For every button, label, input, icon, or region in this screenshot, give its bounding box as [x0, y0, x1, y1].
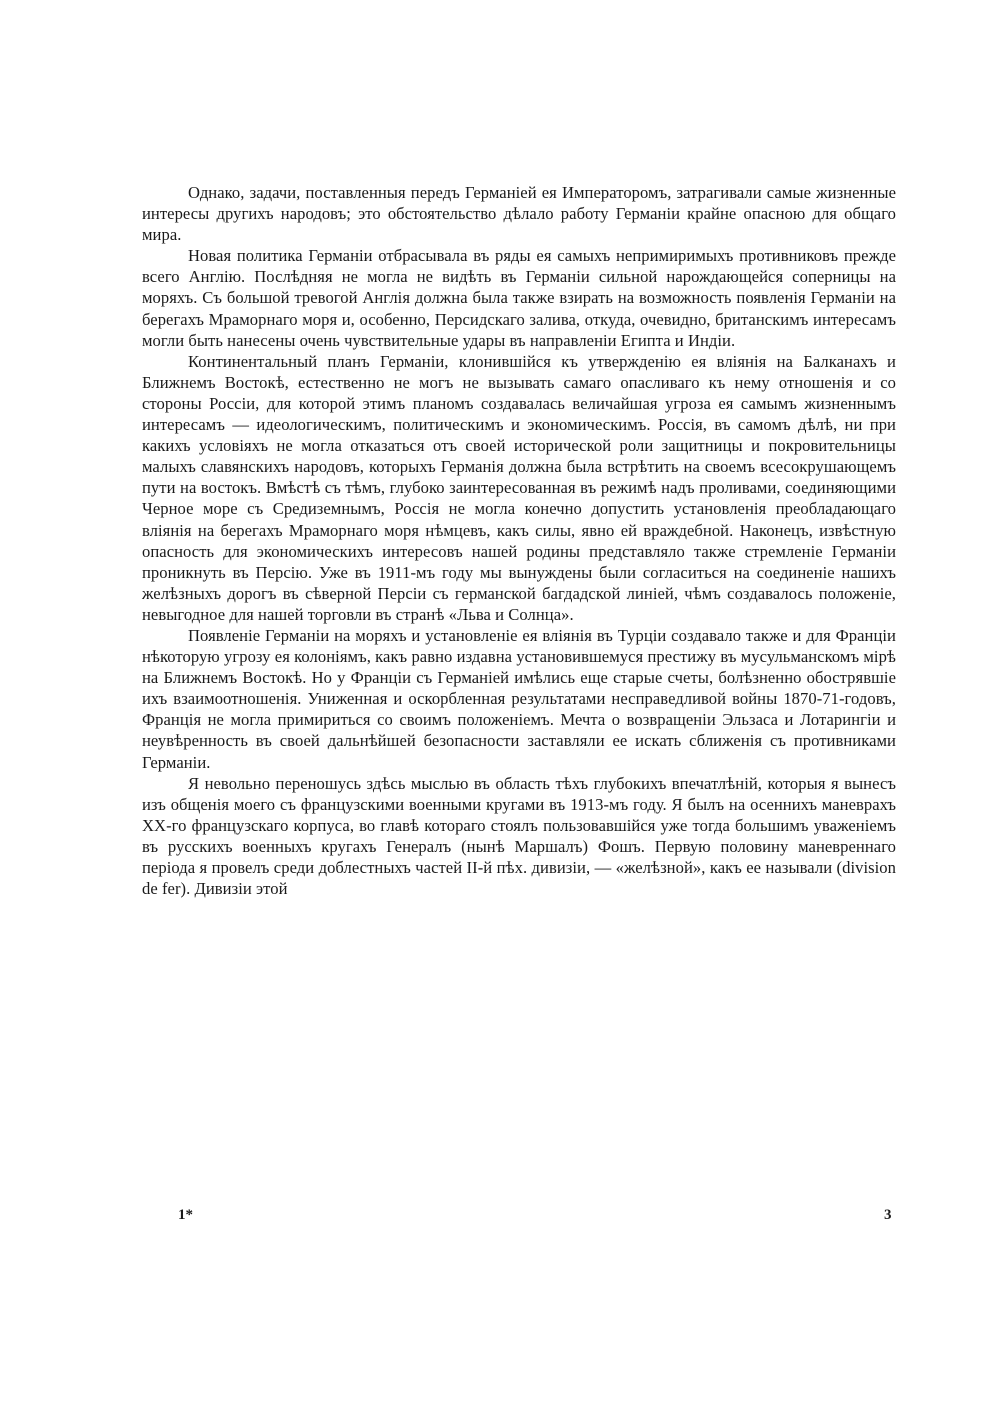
paragraph: Континентальный планъ Германіи, клонившійся къ утвержденію ея вліянія на Балканахъ и Ближнемъ Востокѣ, естественно не могъ не вызывать самаго опасливаго къ нему отношенія и со стороны Россіи, для которой этимъ планомъ создавалась величайшая угроза ея самымъ жизненнымъ интересамъ — идеологическимъ, политическимъ и экономическимъ. Россія, въ самомъ дѣлѣ, ни при какихъ условіяхъ не могла отказаться отъ своей исторической роли защитницы и покровительницы малыхъ славянскихъ народовъ, которыхъ Германія должна была встрѣтить на своемъ всесокрушающемъ пути на востокъ. Вмѣстѣ съ тѣмъ, глубоко заинтересованная въ режимѣ надъ проливами, соединяющими Черное море съ Средиземнымъ, Россія не могла конечно допустить установленія преобладающаго вліянія на берегахъ Мраморнаго моря нѣмцевъ, какъ силы, явно ей враждебной. Наконецъ, извѣстную опасность для экономическихъ интересовъ нашей родины представляло также стремленіе Германіи проникнуть въ Персію. Уже въ 1911-мъ году мы вынуждены были согласиться на соединеніе нашихъ желѣзныхъ дорогъ въ сѣверной Персіи съ германской багдадской линіей, чѣмъ создавалось положеніе, невыгодное для нашей торговли въ странѣ «Льва и Солнца».: [142, 351, 896, 624]
paragraph: Я невольно переношусь здѣсь мыслью въ область тѣхъ глубокихъ впечатлѣній, которыя я вынесъ изъ общенія моего съ французскими военными кругами въ 1913-мъ году. Я былъ на осеннихъ маневрахъ XX-го французскаго корпуса, во главѣ котораго стоялъ пользовавшійся уже тогда большимъ уваженіемъ въ русскихъ военныхъ кругахъ Генералъ (нынѣ Маршалъ) Фошъ. Первую половину маневреннаго періода я провелъ среди доблестныхъ частей II-й пѣх. дивизіи, — «желѣзной», какъ ее называли (division de fer). Дивизіи этой: [142, 773, 896, 899]
paragraph: Новая политика Германіи отбрасывала въ ряды ея самыхъ непримиримыхъ противниковъ прежде всего Англію. Послѣдняя не могла не видѣть въ Германіи сильной нарождающейся соперницы на моряхъ. Съ большой тревогой Англія должна была также взирать на возможность появленія Германіи на берегахъ Мраморнаго моря и, особенно, Персидскаго залива, откуда, очевидно, британскимъ интересамъ могли быть нанесены очень чувствительные удары въ направленіи Египта и Индіи.: [142, 246, 896, 350]
page-number: 3: [884, 1207, 892, 1223]
text-column: [142, 182, 896, 899]
paragraph: Появленіе Германіи на моряхъ и установленіе ея вліянія въ Турціи создавало также и для Франціи нѣкоторую угрозу ея колоніямъ, какъ равно издавна установившемуся престижу въ мусульманскомъ мірѣ на Ближнемъ Востокѣ. Но у Франціи съ Германіей имѣлись еще старые счеты, болѣзненно обострявшіе ихъ взаимоотношенія. Униженная и оскорбленная результатами несправедливой войны 1870-71-годовъ, Франція не могла примириться со своимъ положеніемъ. Мечта о возвращеніи Эльзаса и Лотарингіи и неувѣренность въ своей дальнѣйшей безопасности заставляли ее искать сближенія съ противниками Германіи.: [142, 625, 896, 772]
signature-mark: 1*: [178, 1207, 193, 1223]
paragraph: Однако, задачи, поставленныя передъ Германіей ея Императоромъ, затрагивали самые жизненные интересы другихъ народовъ; это обстоятельство дѣлало работу Германіи крайне опасною для общаго мира.: [142, 183, 896, 245]
page-footer: [0, 1207, 1000, 1231]
